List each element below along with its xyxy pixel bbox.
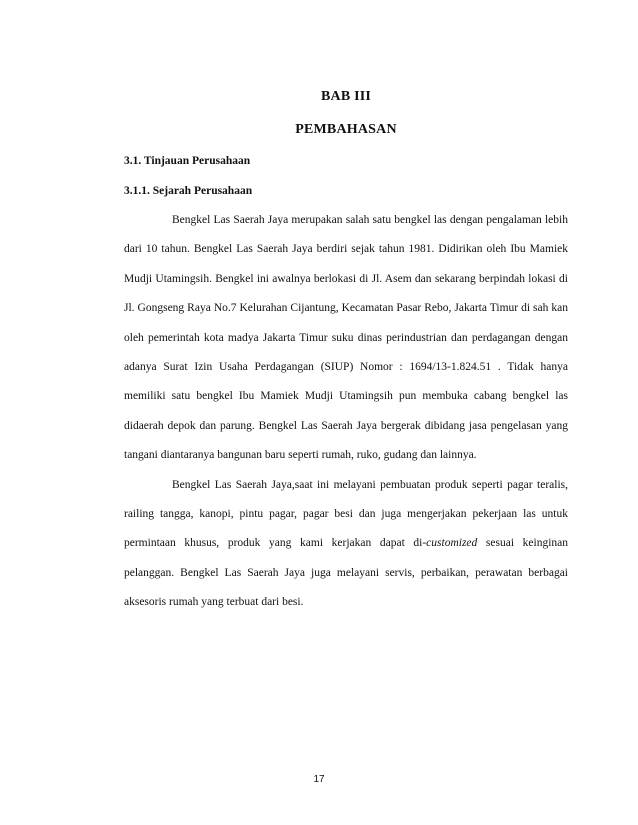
paragraph-services-part-2: sesuai keinginan pelanggan. Bengkel Las Saerah Jaya juga melayani servis, perbaikan, perawatan berbagai aksesoris rumah yang terbuat dari besi. bbox=[124, 537, 568, 609]
paragraph-services-italic-term: customized bbox=[426, 537, 478, 550]
subsection-heading: 3.1.1. Sejarah Perusahaan bbox=[124, 185, 253, 197]
chapter-title: PEMBAHASAN bbox=[295, 122, 397, 137]
paragraph-services-part-1: Bengkel Las Saerah Jaya,saat ini melayani pembuatan produk seperti pagar teralis, railing tangga, kanopi, pintu pagar, pagar besi dan juga mengerjakan pekerjaan las untuk permintaan khusus, produk yang kami kerjakan dapat di- bbox=[124, 478, 568, 550]
chapter-number: BAB III bbox=[320, 89, 372, 104]
body-text bbox=[124, 206, 568, 618]
section-heading: 3.1. Tinjauan Perusahaan bbox=[124, 155, 251, 167]
paragraph-services bbox=[124, 471, 568, 618]
page-number: 17 bbox=[313, 774, 325, 785]
paragraph-history: Bengkel Las Saerah Jaya merupakan salah satu bengkel las dengan pengalaman lebih dari 10 tahun. Bengkel Las Saerah Jaya berdiri sejak tahun 1981. Didirikan oleh Ibu Mamiek Mudji Utamingsih. Bengkel ini awalnya berlokasi di Jl. Asem dan sekarang berpindah lokasi di Jl. Gongseng Raya No.7 Kelurahan Cijantung, Kecamatan Pasar Rebo, Jakarta Timur di sah kan oleh pemerintah kota madya Jakarta Timur suku dinas perindustrian dan perdagangan dengan adanya Surat Izin Usaha Perdagangan (SIUP) Nomor : 1694/13-1.824.51 . Tidak hanya memiliki satu bengkel Ibu Mamiek Mudji Utamingsih pun membuka cabang bengkel las didaerah depok dan parung. Bengkel Las Saerah Jaya bergerak dibidang jasa pengelasan yang tangani diantaranya bangunan baru seperti rumah, ruko, gudang dan lainnya. bbox=[124, 214, 568, 462]
